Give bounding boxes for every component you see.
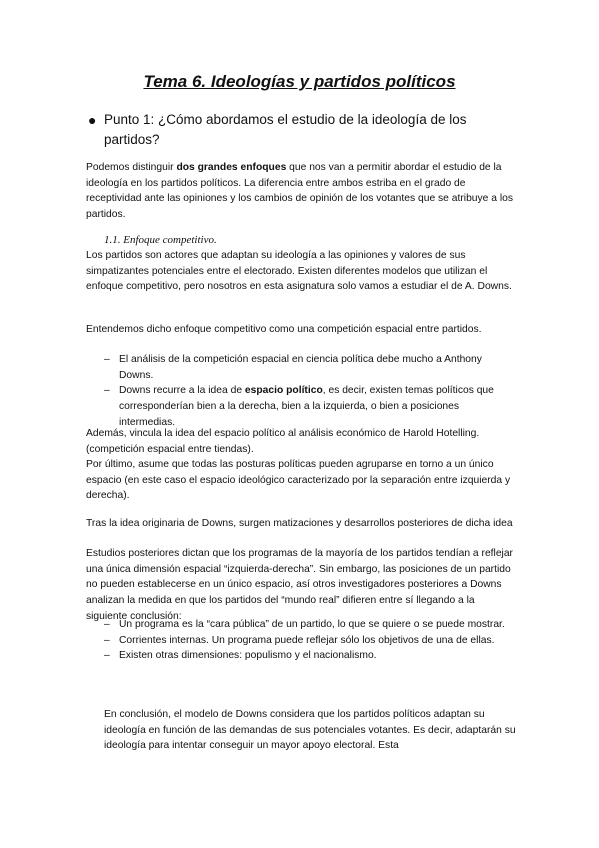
- list-item: [86, 352, 516, 383]
- point-heading-text: Punto 1: ¿Cómo abordamos el estudio de la ideología de los partidos?: [104, 112, 467, 147]
- paragraph-2: Entendemos dicho enfoque competitivo como una competición espacial entre partidos.: [86, 324, 482, 335]
- list-item-text: El análisis de la competición espacial en ciencia política debe mucho a Anthony Downs.: [119, 354, 482, 381]
- paragraph-3: Además, vincula la idea del espacio político al análisis económico de Harold Hotelling. (competición espacial entre tiendas).: [86, 428, 480, 455]
- point-heading: [88, 110, 504, 150]
- paragraph-6: Estudios posteriores dictan que los programas de la mayoría de los partidos tendían a reflejar una única dimensión espacial “izquierda-derecha”. Sin embargo, las posiciones de un partido no pueden establecerse en un único espacio, así otros investigadores posteriores a Downs analizan la medida en que los partidos del “mundo real” difieren entre sí llegando a la siguiente conclusión:: [86, 548, 513, 622]
- list-item: [86, 633, 516, 649]
- intro-paragraph: [86, 160, 516, 223]
- paragraph-5: Tras la idea originaria de Downs, surgen matizaciones y desarrollos posteriores de dicha idea: [86, 518, 513, 529]
- list-item-text: Un programa es la “cara pública” de un partido, lo que se quiere o se puede mostrar.: [119, 619, 505, 630]
- list-item: [86, 617, 516, 633]
- list-item: [86, 383, 516, 430]
- dash-icon: –: [104, 619, 110, 630]
- dash-icon: –: [104, 354, 110, 365]
- paragraph-1: Los partidos son actores que adaptan su ideología a las opiniones y valores de sus simpatizantes potenciales entre el electorado. Existen diferentes modelos que utilizan el enfoque competitivo, pero nosotros en esta asignatura solo vamos a estudiar el de A. Downs.: [86, 250, 512, 293]
- list-item-text: Existen otras dimensiones: populismo y el nacionalismo.: [119, 650, 377, 662]
- intro-bold: dos grandes enfoques: [176, 162, 287, 173]
- section-heading: 1.1. Enfoque competitivo.: [104, 234, 217, 246]
- intro-text-pre: Podemos distinguir: [86, 162, 177, 173]
- bullet-dot-icon: ●: [88, 112, 97, 128]
- list-item: [86, 648, 516, 664]
- paragraph-4: Por último, asume que todas las posturas políticas pueden agruparse en torno a un único espacio (en este caso el espacio ideológico caracterizado por la separación entre izquierda y derecha).: [86, 459, 511, 502]
- dash-icon: –: [104, 385, 110, 397]
- list-item-text-post: , es decir, existen temas políticos que corresponderían bien a la derecha, bien a la izquierda, o bien a posiciones intermedias.: [119, 385, 494, 428]
- dash-icon: –: [104, 634, 110, 646]
- page-title: Tema 6. Ideologías y partidos políticos: [143, 72, 456, 91]
- dash-icon: –: [104, 650, 110, 662]
- intro-text-post: que nos van a permitir abordar el estudio de la ideología en los partidos políticos. La diferencia entre ambos estriba en el grado de receptividad ante las opiniones y los cambios de opinión de los votantes que se atribuye a los partidos.: [86, 162, 514, 221]
- list-item-bold: espacio político: [244, 385, 323, 397]
- list-item-text: Corrientes internas. Un programa puede reflejar sólo los objetivos de una de ellas.: [119, 634, 495, 646]
- dash-list-1: [86, 352, 516, 431]
- dash-list-2: [86, 617, 516, 664]
- paragraph-7: En conclusión, el modelo de Downs considera que los partidos políticos adaptan su ideología en función de las demandas de sus potenciales votantes. Es decir, adaptarán su ideología para intentar conseguir un mayor apoyo electoral. Esta: [104, 709, 516, 752]
- list-item-text-pre: Downs recurre a la idea de: [119, 385, 245, 397]
